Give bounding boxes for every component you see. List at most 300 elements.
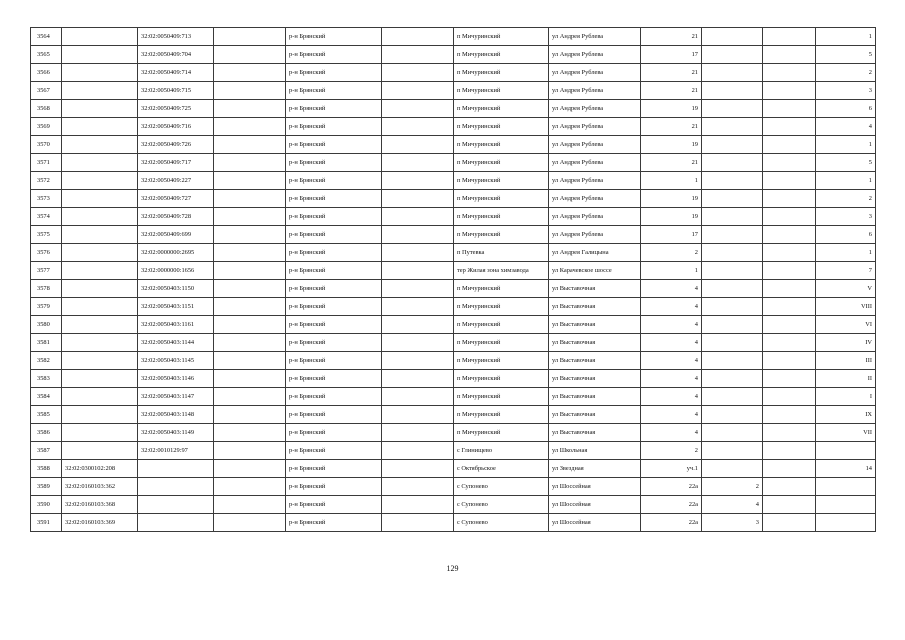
table-row xyxy=(31,370,876,388)
settlement-cell: п Мичуринский xyxy=(454,154,549,172)
district-cell: р-н Брянский xyxy=(286,478,382,496)
district-cell: р-н Брянский xyxy=(286,388,382,406)
blank-column-2-cell xyxy=(382,496,454,514)
cadastral-number-land-cell xyxy=(62,280,138,298)
table-row xyxy=(31,154,876,172)
record-number-cell: 3583 xyxy=(31,370,62,388)
district-cell: р-н Брянский xyxy=(286,460,382,478)
table-row xyxy=(31,172,876,190)
building-number-cell xyxy=(702,334,763,352)
apartment-number-cell: 5 xyxy=(816,46,876,64)
record-number-cell: 3566 xyxy=(31,64,62,82)
settlement-cell: п Мичуринский xyxy=(454,136,549,154)
district-cell: р-н Брянский xyxy=(286,244,382,262)
cadastral-number-land-cell xyxy=(62,298,138,316)
record-number-cell: 3568 xyxy=(31,100,62,118)
cadastral-number-building-cell: 32:02:0050403:1149 xyxy=(138,424,214,442)
cadastral-number-building-cell: 32:02:0050403:1144 xyxy=(138,334,214,352)
blank-column-cell xyxy=(214,136,286,154)
house-number-cell: 1 xyxy=(641,262,702,280)
building-number-cell xyxy=(702,208,763,226)
street-cell: ул Шоссейная xyxy=(549,514,641,532)
cadastral-number-land-cell xyxy=(62,334,138,352)
blank-column-2-cell xyxy=(382,262,454,280)
blank-column-cell xyxy=(214,172,286,190)
street-cell: ул Андрея Галицына xyxy=(549,244,641,262)
house-number-cell: 4 xyxy=(641,424,702,442)
blank-column-2-cell xyxy=(382,370,454,388)
cadastral-number-building-cell: 32:02:0050409:704 xyxy=(138,46,214,64)
blank-column-3-cell xyxy=(763,496,816,514)
cadastral-number-land-cell xyxy=(62,244,138,262)
cadastral-number-building-cell: 32:02:0050409:728 xyxy=(138,208,214,226)
apartment-number-cell: VIII xyxy=(816,298,876,316)
blank-column-3-cell xyxy=(763,190,816,208)
blank-column-2-cell xyxy=(382,244,454,262)
cadastral-number-building-cell: 32:02:0000000:2695 xyxy=(138,244,214,262)
blank-column-cell xyxy=(214,154,286,172)
apartment-number-cell: VII xyxy=(816,424,876,442)
blank-column-2-cell xyxy=(382,118,454,136)
settlement-cell: п Мичуринский xyxy=(454,190,549,208)
blank-column-2-cell xyxy=(382,100,454,118)
settlement-cell: с Октябрьское xyxy=(454,460,549,478)
district-cell: р-н Брянский xyxy=(286,406,382,424)
district-cell: р-н Брянский xyxy=(286,370,382,388)
blank-column-3-cell xyxy=(763,298,816,316)
cadastral-number-land-cell xyxy=(62,154,138,172)
blank-column-cell xyxy=(214,262,286,280)
street-cell: ул Выставочная xyxy=(549,406,641,424)
blank-column-cell xyxy=(214,226,286,244)
record-number-cell: 3590 xyxy=(31,496,62,514)
building-number-cell xyxy=(702,46,763,64)
blank-column-cell xyxy=(214,190,286,208)
record-number-cell: 3587 xyxy=(31,442,62,460)
blank-column-cell xyxy=(214,352,286,370)
blank-column-3-cell xyxy=(763,406,816,424)
street-cell: ул Андрея Рублева xyxy=(549,136,641,154)
settlement-cell: п Мичуринский xyxy=(454,46,549,64)
house-number-cell: 21 xyxy=(641,82,702,100)
district-cell: р-н Брянский xyxy=(286,100,382,118)
blank-column-cell xyxy=(214,334,286,352)
blank-column-cell xyxy=(214,46,286,64)
cadastral-number-land-cell xyxy=(62,100,138,118)
settlement-cell: тер Жилая зона химзавода xyxy=(454,262,549,280)
blank-column-2-cell xyxy=(382,28,454,46)
building-number-cell: 2 xyxy=(702,478,763,496)
record-number-cell: 3569 xyxy=(31,118,62,136)
building-number-cell xyxy=(702,136,763,154)
record-number-cell: 3578 xyxy=(31,280,62,298)
table-row xyxy=(31,334,876,352)
blank-column-2-cell xyxy=(382,298,454,316)
street-cell: ул Андрея Рублева xyxy=(549,190,641,208)
apartment-number-cell: I xyxy=(816,388,876,406)
cadastral-number-building-cell: 32:02:0050409:713 xyxy=(138,28,214,46)
house-number-cell: 4 xyxy=(641,352,702,370)
house-number-cell: 19 xyxy=(641,100,702,118)
blank-column-cell xyxy=(214,82,286,100)
house-number-cell: 2 xyxy=(641,244,702,262)
street-cell: ул Андрея Рублева xyxy=(549,82,641,100)
blank-column-2-cell xyxy=(382,154,454,172)
district-cell: р-н Брянский xyxy=(286,334,382,352)
building-number-cell: 3 xyxy=(702,514,763,532)
district-cell: р-н Брянский xyxy=(286,298,382,316)
settlement-cell: п Мичуринский xyxy=(454,316,549,334)
street-cell: ул Выставочная xyxy=(549,280,641,298)
apartment-number-cell: 1 xyxy=(816,136,876,154)
street-cell: ул Выставочная xyxy=(549,424,641,442)
cadastral-number-building-cell: 32:02:0050409:716 xyxy=(138,118,214,136)
blank-column-3-cell xyxy=(763,28,816,46)
cadastral-number-building-cell xyxy=(138,478,214,496)
blank-column-3-cell xyxy=(763,478,816,496)
apartment-number-cell: 2 xyxy=(816,64,876,82)
apartment-number-cell: 3 xyxy=(816,82,876,100)
settlement-cell: с Супонево xyxy=(454,514,549,532)
street-cell: ул Выставочная xyxy=(549,334,641,352)
table-row xyxy=(31,280,876,298)
blank-column-2-cell xyxy=(382,82,454,100)
apartment-number-cell: 14 xyxy=(816,460,876,478)
apartment-number-cell: IV xyxy=(816,334,876,352)
record-number-cell: 3575 xyxy=(31,226,62,244)
blank-column-cell xyxy=(214,208,286,226)
record-number-cell: 3564 xyxy=(31,28,62,46)
district-cell: р-н Брянский xyxy=(286,46,382,64)
blank-column-cell xyxy=(214,244,286,262)
apartment-number-cell xyxy=(816,442,876,460)
blank-column-cell xyxy=(214,370,286,388)
building-number-cell xyxy=(702,280,763,298)
building-number-cell xyxy=(702,244,763,262)
cadastral-number-land-cell xyxy=(62,370,138,388)
record-number-cell: 3580 xyxy=(31,316,62,334)
table-row xyxy=(31,136,876,154)
blank-column-2-cell xyxy=(382,190,454,208)
blank-column-3-cell xyxy=(763,118,816,136)
blank-column-cell xyxy=(214,280,286,298)
blank-column-2-cell xyxy=(382,334,454,352)
cadastral-number-land-cell xyxy=(62,316,138,334)
cadastral-number-building-cell: 32:02:0050409:715 xyxy=(138,82,214,100)
settlement-cell: п Мичуринский xyxy=(454,424,549,442)
house-number-cell: 22а xyxy=(641,496,702,514)
settlement-cell: п Мичуринский xyxy=(454,100,549,118)
record-number-cell: 3589 xyxy=(31,478,62,496)
cadastral-number-land-cell xyxy=(62,442,138,460)
blank-column-cell xyxy=(214,424,286,442)
table-row xyxy=(31,190,876,208)
record-number-cell: 3588 xyxy=(31,460,62,478)
record-number-cell: 3573 xyxy=(31,190,62,208)
cadastral-number-land-cell xyxy=(62,118,138,136)
building-number-cell xyxy=(702,28,763,46)
cadastral-number-land-cell xyxy=(62,172,138,190)
apartment-number-cell: V xyxy=(816,280,876,298)
house-number-cell: 4 xyxy=(641,370,702,388)
cadastral-number-land-cell xyxy=(62,262,138,280)
settlement-cell: п Мичуринский xyxy=(454,172,549,190)
blank-column-cell xyxy=(214,388,286,406)
apartment-number-cell: IX xyxy=(816,406,876,424)
house-number-cell: 4 xyxy=(641,334,702,352)
apartment-number-cell xyxy=(816,496,876,514)
settlement-cell: п Мичуринский xyxy=(454,298,549,316)
record-number-cell: 3577 xyxy=(31,262,62,280)
building-number-cell xyxy=(702,388,763,406)
blank-column-3-cell xyxy=(763,514,816,532)
table-row xyxy=(31,424,876,442)
blank-column-3-cell xyxy=(763,424,816,442)
table-row xyxy=(31,46,876,64)
house-number-cell: 22а xyxy=(641,514,702,532)
district-cell: р-н Брянский xyxy=(286,262,382,280)
blank-column-cell xyxy=(214,460,286,478)
apartment-number-cell xyxy=(816,514,876,532)
record-number-cell: 3585 xyxy=(31,406,62,424)
settlement-cell: п Мичуринский xyxy=(454,208,549,226)
street-cell: ул Шоссейная xyxy=(549,496,641,514)
building-number-cell xyxy=(702,172,763,190)
building-number-cell: 4 xyxy=(702,496,763,514)
table-row xyxy=(31,226,876,244)
apartment-number-cell: 1 xyxy=(816,172,876,190)
apartment-number-cell: 6 xyxy=(816,226,876,244)
district-cell: р-н Брянский xyxy=(286,424,382,442)
record-number-cell: 3572 xyxy=(31,172,62,190)
building-number-cell xyxy=(702,262,763,280)
table-row xyxy=(31,244,876,262)
street-cell: ул Андрея Рублева xyxy=(549,208,641,226)
cadastral-number-building-cell xyxy=(138,514,214,532)
blank-column-2-cell xyxy=(382,424,454,442)
building-number-cell xyxy=(702,370,763,388)
street-cell: ул Выставочная xyxy=(549,388,641,406)
cadastral-number-building-cell: 32:02:0000000:1656 xyxy=(138,262,214,280)
cadastral-number-building-cell: 32:02:0050409:699 xyxy=(138,226,214,244)
cadastral-number-land-cell xyxy=(62,424,138,442)
cadastral-number-land-cell xyxy=(62,28,138,46)
district-cell: р-н Брянский xyxy=(286,226,382,244)
apartment-number-cell: II xyxy=(816,370,876,388)
house-number-cell: 4 xyxy=(641,298,702,316)
blank-column-cell xyxy=(214,298,286,316)
settlement-cell: п Мичуринский xyxy=(454,370,549,388)
record-number-cell: 3591 xyxy=(31,514,62,532)
district-cell: р-н Брянский xyxy=(286,280,382,298)
blank-column-cell xyxy=(214,514,286,532)
cadastral-number-building-cell: 32:02:0050409:717 xyxy=(138,154,214,172)
cadastral-number-building-cell: 32:02:0010129:97 xyxy=(138,442,214,460)
cadastral-number-building-cell: 32:02:0050409:725 xyxy=(138,100,214,118)
apartment-number-cell: 1 xyxy=(816,28,876,46)
blank-column-3-cell xyxy=(763,64,816,82)
apartment-number-cell: 6 xyxy=(816,100,876,118)
record-number-cell: 3584 xyxy=(31,388,62,406)
house-number-cell: 17 xyxy=(641,226,702,244)
blank-column-2-cell xyxy=(382,460,454,478)
district-cell: р-н Брянский xyxy=(286,64,382,82)
house-number-cell: 1 xyxy=(641,172,702,190)
record-number-cell: 3579 xyxy=(31,298,62,316)
settlement-cell: п Мичуринский xyxy=(454,226,549,244)
building-number-cell xyxy=(702,460,763,478)
district-cell: р-н Брянский xyxy=(286,82,382,100)
blank-column-3-cell xyxy=(763,262,816,280)
settlement-cell: п Путевка xyxy=(454,244,549,262)
blank-column-2-cell xyxy=(382,172,454,190)
district-cell: р-н Брянский xyxy=(286,136,382,154)
blank-column-cell xyxy=(214,64,286,82)
blank-column-3-cell xyxy=(763,370,816,388)
cadastral-number-land-cell: 32:02:0160103:369 xyxy=(62,514,138,532)
table-row xyxy=(31,388,876,406)
cadastral-number-land-cell xyxy=(62,352,138,370)
settlement-cell: п Мичуринский xyxy=(454,64,549,82)
street-cell: ул Андрея Рублева xyxy=(549,28,641,46)
cadastral-number-building-cell: 32:02:0050403:1147 xyxy=(138,388,214,406)
apartment-number-cell: 4 xyxy=(816,118,876,136)
record-number-cell: 3571 xyxy=(31,154,62,172)
table-row xyxy=(31,118,876,136)
cadastral-number-building-cell xyxy=(138,460,214,478)
building-number-cell xyxy=(702,190,763,208)
building-number-cell xyxy=(702,118,763,136)
street-cell: ул Карачевское шоссе xyxy=(549,262,641,280)
blank-column-3-cell xyxy=(763,316,816,334)
table-row xyxy=(31,460,876,478)
cadastral-number-land-cell xyxy=(62,190,138,208)
building-number-cell xyxy=(702,424,763,442)
settlement-cell: п Мичуринский xyxy=(454,82,549,100)
cadastral-number-land-cell xyxy=(62,388,138,406)
apartment-number-cell: 3 xyxy=(816,208,876,226)
cadastral-number-land-cell xyxy=(62,406,138,424)
blank-column-2-cell xyxy=(382,442,454,460)
street-cell: ул Звездная xyxy=(549,460,641,478)
cadastral-number-building-cell: 32:02:0050403:1146 xyxy=(138,370,214,388)
house-number-cell: 4 xyxy=(641,406,702,424)
apartment-number-cell: 5 xyxy=(816,154,876,172)
table-row xyxy=(31,352,876,370)
blank-column-2-cell xyxy=(382,478,454,496)
cadastral-number-land-cell xyxy=(62,136,138,154)
house-number-cell: 21 xyxy=(641,28,702,46)
table-row xyxy=(31,262,876,280)
cadastral-number-building-cell: 32:02:0050403:1161 xyxy=(138,316,214,334)
blank-column-3-cell xyxy=(763,46,816,64)
street-cell: ул Андрея Рублева xyxy=(549,64,641,82)
record-number-cell: 3581 xyxy=(31,334,62,352)
street-cell: ул Школьная xyxy=(549,442,641,460)
cadastral-number-building-cell: 32:02:0050403:1151 xyxy=(138,298,214,316)
blank-column-3-cell xyxy=(763,100,816,118)
settlement-cell: с Супонево xyxy=(454,478,549,496)
house-number-cell: 4 xyxy=(641,316,702,334)
district-cell: р-н Брянский xyxy=(286,514,382,532)
house-number-cell: 21 xyxy=(641,118,702,136)
blank-column-2-cell xyxy=(382,208,454,226)
street-cell: ул Выставочная xyxy=(549,370,641,388)
house-number-cell: 19 xyxy=(641,136,702,154)
house-number-cell: 2 xyxy=(641,442,702,460)
settlement-cell: п Мичуринский xyxy=(454,406,549,424)
cadastral-number-land-cell xyxy=(62,82,138,100)
cadastral-number-building-cell: 32:02:0050409:726 xyxy=(138,136,214,154)
cadastral-number-land-cell: 32:02:0160103:362 xyxy=(62,478,138,496)
table-row xyxy=(31,64,876,82)
blank-column-3-cell xyxy=(763,334,816,352)
building-number-cell xyxy=(702,82,763,100)
table-row xyxy=(31,442,876,460)
street-cell: ул Выставочная xyxy=(549,298,641,316)
table-row xyxy=(31,100,876,118)
table-row xyxy=(31,316,876,334)
street-cell: ул Шоссейная xyxy=(549,478,641,496)
street-cell: ул Андрея Рублева xyxy=(549,154,641,172)
cadastral-number-land-cell: 32:02:0160103:368 xyxy=(62,496,138,514)
settlement-cell: п Мичуринский xyxy=(454,280,549,298)
building-number-cell xyxy=(702,64,763,82)
street-cell: ул Андрея Рублева xyxy=(549,100,641,118)
blank-column-cell xyxy=(214,118,286,136)
blank-column-cell xyxy=(214,100,286,118)
blank-column-2-cell xyxy=(382,64,454,82)
cadastral-number-building-cell: 32:02:0050409:227 xyxy=(138,172,214,190)
table-row xyxy=(31,208,876,226)
street-cell: ул Андрея Рублева xyxy=(549,172,641,190)
street-cell: ул Андрея Рублева xyxy=(549,118,641,136)
building-number-cell xyxy=(702,406,763,424)
house-number-cell: уч.1 xyxy=(641,460,702,478)
blank-column-3-cell xyxy=(763,244,816,262)
street-cell: ул Выставочная xyxy=(549,316,641,334)
blank-column-3-cell xyxy=(763,226,816,244)
building-number-cell xyxy=(702,226,763,244)
building-number-cell xyxy=(702,316,763,334)
blank-column-3-cell xyxy=(763,280,816,298)
record-number-cell: 3576 xyxy=(31,244,62,262)
blank-column-3-cell xyxy=(763,442,816,460)
cadastral-number-building-cell: 32:02:0050409:714 xyxy=(138,64,214,82)
page-number: 129 xyxy=(446,564,459,573)
blank-column-2-cell xyxy=(382,406,454,424)
cadastral-number-building-cell: 32:02:0050403:1150 xyxy=(138,280,214,298)
blank-column-3-cell xyxy=(763,352,816,370)
district-cell: р-н Брянский xyxy=(286,352,382,370)
apartment-number-cell: III xyxy=(816,352,876,370)
street-cell: ул Андрея Рублева xyxy=(549,226,641,244)
settlement-cell: с Супонево xyxy=(454,496,549,514)
apartment-number-cell: 2 xyxy=(816,190,876,208)
blank-column-2-cell xyxy=(382,352,454,370)
table-row xyxy=(31,478,876,496)
house-number-cell: 21 xyxy=(641,64,702,82)
district-cell: р-н Брянский xyxy=(286,154,382,172)
blank-column-cell xyxy=(214,496,286,514)
registry-table xyxy=(30,27,876,532)
cadastral-number-land-cell: 32:02:0300102:208 xyxy=(62,460,138,478)
cadastral-number-land-cell xyxy=(62,46,138,64)
registry-body xyxy=(31,28,876,532)
blank-column-3-cell xyxy=(763,388,816,406)
table-row xyxy=(31,514,876,532)
blank-column-3-cell xyxy=(763,154,816,172)
